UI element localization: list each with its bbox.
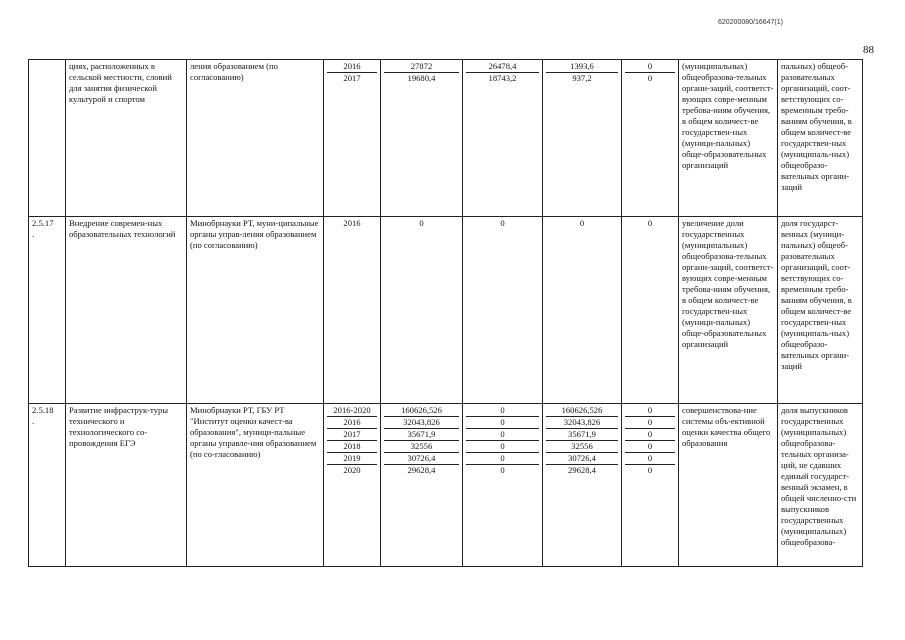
- total-funding-value: 27872: [384, 61, 459, 73]
- executor: ления образованием (по согласованию): [187, 60, 324, 217]
- regional-funding-value: 1393,6: [546, 61, 618, 73]
- table-body: [29, 60, 863, 567]
- document-code: 620200080/16647(1): [717, 19, 783, 26]
- total-funding-value: 160626,526: [384, 405, 459, 417]
- program-table: [28, 59, 863, 567]
- year-value: 2020: [343, 465, 361, 475]
- year-value: 2017: [343, 73, 361, 83]
- executor: Минобрнауки РТ, муни-ципальные органы управ-ления образованием (по согласованию): [187, 217, 324, 404]
- indicator: доля государст-венных (муници-пальных) общеоб-разовательных организаций, соот-ветствующих со-временным требо-ваниям обучения, в общем количест-ве государствен-ных (муниципаль-ных) общеобразо-вательных органи-заций: [778, 217, 863, 404]
- federal-funding-value: 18743,2: [488, 73, 517, 83]
- federal-funding-value: 0: [466, 453, 539, 465]
- year: [324, 217, 381, 404]
- regional-funding: [543, 60, 622, 217]
- regional-funding-value: 32556: [546, 441, 618, 453]
- federal-funding: [463, 404, 543, 567]
- other-funding-value: 0: [625, 453, 675, 465]
- other-funding-value: 0: [647, 465, 653, 475]
- federal-funding-value: 0: [500, 465, 505, 475]
- other-funding: [622, 60, 679, 217]
- item-number: 2.5.17 .: [29, 217, 66, 404]
- regional-funding-value: 30726,4: [546, 453, 618, 465]
- total-funding-value: 0: [419, 218, 424, 228]
- federal-funding: [463, 217, 543, 404]
- total-funding: [381, 60, 463, 217]
- expected-result: (муниципальных) общеобразова-тельных органи-заций, соответст-вующих совре-менным требова-ниям обучения, в общем количест-ве государствен-ных (муници-пальных) обще-образовательных организаций: [679, 60, 778, 217]
- table-row: [29, 404, 863, 567]
- total-funding-value: 30726,4: [384, 453, 459, 465]
- other-funding-value: 0: [625, 417, 675, 429]
- table-row: [29, 217, 863, 404]
- total-funding-value: 19680,4: [407, 73, 436, 83]
- year: [324, 404, 381, 567]
- total-funding-value: 35671,9: [384, 429, 459, 441]
- expected-result: совершенствова-ние системы объ-ективной оценки качества общего образования: [679, 404, 778, 567]
- federal-funding-value: 26478,4: [466, 61, 539, 73]
- regional-funding-value: 29628,4: [568, 465, 596, 475]
- other-funding-value: 0: [647, 218, 653, 228]
- other-funding-value: 0: [625, 61, 675, 73]
- other-funding-value: 0: [625, 405, 675, 417]
- indicator: пальных) общеоб-разовательных организаций, соот-ветствующих со-временным требо-ваниям обучения, в общем количест-ве государствен-ных (муниципаль-ных) общеобразо-вательных органи-заций: [778, 60, 863, 217]
- federal-funding-value: 0: [466, 417, 539, 429]
- regional-funding-value: 0: [579, 218, 585, 228]
- regional-funding-value: 160626,526: [546, 405, 618, 417]
- federal-funding: [463, 60, 543, 217]
- activity-name: Развитие инфраструк-туры технического и технологического со-провождения ЕГЭ: [66, 404, 187, 567]
- federal-funding-value: 0: [466, 405, 539, 417]
- federal-funding-value: 0: [466, 429, 539, 441]
- regional-funding: [543, 217, 622, 404]
- indicator: доля выпускников государственных (муниципальных) общеобразова-тельных организа-ций, не сдавших единый государст-венный экзамен, в общей численно-сти выпускников государственных (муниципальных) общеобразова-: [778, 404, 863, 567]
- item-number: 2.5.18 .: [29, 404, 66, 567]
- executor: Минобрнауки РТ, ГБУ РТ "Институт оценки качест-ва образования", муници-пальные органы управле-ния образованием (по со-гласованию): [187, 404, 324, 567]
- total-funding: [381, 217, 463, 404]
- activity-name: Внедрение современ-ных образовательных технологий: [66, 217, 187, 404]
- other-funding: [622, 404, 679, 567]
- total-funding-value: 32556: [384, 441, 459, 453]
- item-number: [29, 60, 66, 217]
- year-value: 2019: [327, 453, 377, 465]
- year: [324, 60, 381, 217]
- regional-funding-value: 32043,826: [546, 417, 618, 429]
- other-funding-value: 0: [625, 441, 675, 453]
- table-row: [29, 60, 863, 217]
- activity-name: циях, расположенных в сельской местности, словий для занятия физической культурой и спортом: [66, 60, 187, 217]
- year-value: 2016-2020: [327, 405, 377, 417]
- year-value: 2018: [327, 441, 377, 453]
- federal-funding-value: 0: [466, 441, 539, 453]
- other-funding-value: 0: [647, 73, 653, 83]
- total-funding-value: 29628,4: [407, 465, 436, 475]
- other-funding: [622, 217, 679, 404]
- expected-result: увеличение доли государственных (муниципальных) общеобразова-тельных органи-заций, соответст-вующих совре-менным требова-ниям обучения, в общем количест-ве государствен-ных (муници-пальных) обще-образовательных организаций: [679, 217, 778, 404]
- other-funding-value: 0: [625, 429, 675, 441]
- page-number: 88: [863, 44, 874, 56]
- federal-funding-value: 0: [500, 218, 505, 228]
- regional-funding-value: 937,2: [572, 73, 592, 83]
- total-funding: [381, 404, 463, 567]
- year-value: 2016: [327, 61, 377, 73]
- year-value: 2017: [327, 429, 377, 441]
- regional-funding: [543, 404, 622, 567]
- regional-funding-value: 35671,9: [546, 429, 618, 441]
- total-funding-value: 32043,826: [384, 417, 459, 429]
- year-value: 2016: [327, 417, 377, 429]
- year-value: 2016: [343, 218, 361, 228]
